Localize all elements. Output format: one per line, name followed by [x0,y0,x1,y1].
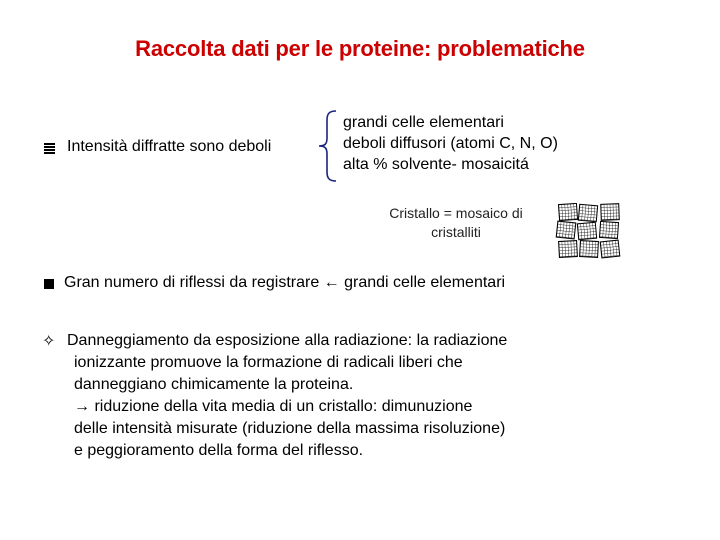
caption-line: cristalliti [431,224,481,240]
paragraph-line: ionizzante promuove la formazione di radicali liberi che [74,354,463,371]
paragraph-line: e peggioramento della forma del riflesso. [74,442,364,459]
paragraph-line: delle intensità misurate (riduzione della massima risoluzione) [74,420,506,437]
striped-square-icon [44,142,55,154]
mosaic-block [558,203,577,220]
curly-brace-icon [316,108,338,184]
mosaic-block [556,221,576,239]
paragraph-line: danneggiano chimicamente la proteina. [74,376,354,393]
filled-square-icon [44,279,54,289]
caption-line: Cristallo = mosaico di [389,205,523,221]
mosaic-block [599,221,618,238]
mosaic-block [577,222,596,240]
bullet-intensita: Intensità diffratte sono deboli [67,138,272,155]
mosaic-block [600,240,620,258]
mosaic-block [578,204,597,222]
intensity-causes-list [343,112,558,175]
sparkle-star-icon: ✧ [42,333,56,350]
slide-title: Raccolta dati per le proteine: problematiche [135,36,585,61]
list-item: deboli diffusori (atomi C, N, O) [343,135,558,152]
mosaic-block [580,241,599,258]
bullet-riflessi: Gran numero di riflessi da registrare ← grandi celle elementari [64,274,506,291]
mosaic-block [601,204,620,221]
crystal-mosaic-caption [356,204,556,242]
bullet-danneggiamento [67,330,677,462]
paragraph-line: → riduzione della vita media di un cristallo: dimunuzione [74,398,473,415]
list-item: grandi celle elementari [343,114,504,131]
paragraph-line: Danneggiamento da esposizione alla radiazione: la radiazione [67,332,508,349]
list-item: alta % solvente- mosaicitá [343,156,529,173]
crystal-mosaic-icon [555,203,623,259]
mosaic-block [559,241,578,258]
